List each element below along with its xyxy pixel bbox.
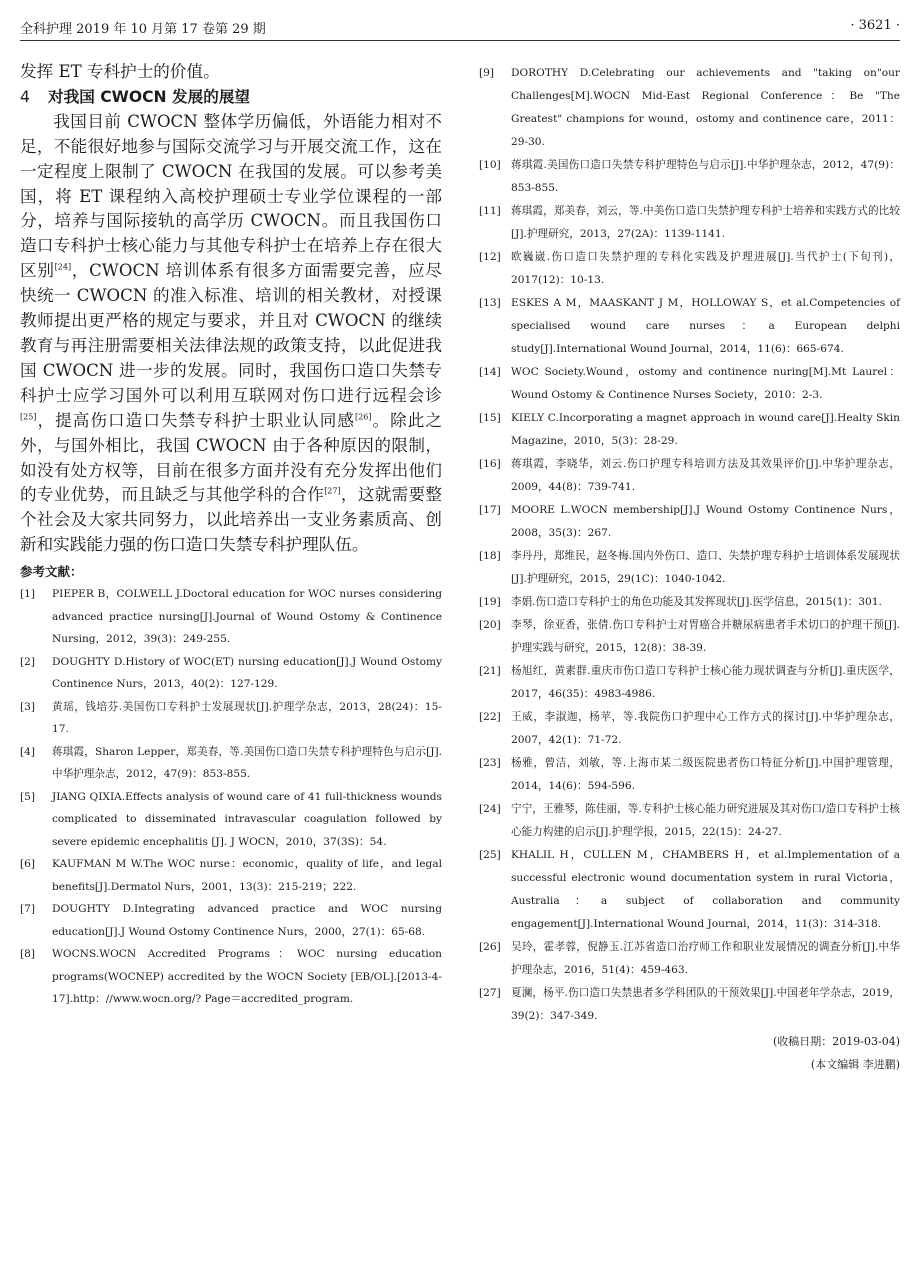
section-title: 对我国 CWOCN 发展的展望 xyxy=(48,87,251,106)
reference-item xyxy=(479,200,900,246)
reference-number: [1] xyxy=(20,588,36,601)
references-list-left xyxy=(20,583,442,1011)
reference-number: [4] xyxy=(20,745,36,758)
reference-item xyxy=(479,453,900,499)
reference-text: WOC Society.Wound，ostomy and continence nuring[M].Mt Laurel：Wound Ostomy & Continence Nurses Society，2010：2-3. xyxy=(511,366,900,401)
reference-text: 夏澜，杨平.伤口造口失禁患者多学科团队的干预效果[J].中国老年学杂志，2019，39(2)：347-349. xyxy=(511,987,900,1022)
reference-text: KHALIL H，CULLEN M，CHAMBERS H，et al.Implementation of a successful electronic wound documentation system in rural Victoria，Australia：a subject of collaboration and community engagement[J].International Wound Journal，2014，11(3)：314-318. xyxy=(511,849,900,930)
reference-text: 蒋琪霞，李晓华，刘云.伤口护理专科培训方法及其效果评价[J].中华护理杂志，2009，44(8)：739-741. xyxy=(511,458,900,493)
reference-text: 黄瑶，钱培芬.美国伤口专科护士发展现状[J].护理学杂志，2013，28(24)：15-17. xyxy=(52,700,442,736)
reference-number: [21] xyxy=(479,665,501,677)
editor-note: (本文编辑 李进鹏) xyxy=(810,1058,900,1071)
reference-text: DOROTHY D.Celebrating our achievements and "taking on"our Challenges[M].WOCN Mid-East Regional Conference：Be "The Greatest" champions for wound，ostomy and continence care，2011：29-30. xyxy=(511,67,900,148)
reference-item xyxy=(479,706,900,752)
reference-number: [20] xyxy=(479,619,501,631)
reference-item xyxy=(479,407,900,453)
reference-text: 杨旭红，黄素群.重庆市伤口造口专科护士核心能力现状调查与分析[J].重庆医学，2017，46(35)：4983-4986. xyxy=(511,665,900,700)
reference-item xyxy=(20,696,442,741)
citation-26: [26] xyxy=(355,412,372,422)
reference-text: DOUGHTY D.History of WOC(ET) nursing education[J].J Wound Ostomy Continence Nurs，2013，40(2)：127-129. xyxy=(52,655,442,691)
reference-text: WOCNS.WOCN Accredited Programs：WOC nursing education programs(WOCNEP) accredited by the WOCN Society [EB/OL].[2013-4-17].http：//www.wocn.org/? Page＝accredited_program. xyxy=(52,948,442,1006)
reference-item xyxy=(20,853,442,898)
citation-24: [24] xyxy=(54,262,72,272)
received-date: (收稿日期：2019-03-04) xyxy=(772,1035,900,1048)
reference-item xyxy=(479,246,900,292)
reference-item xyxy=(20,943,442,1011)
reference-number: [2] xyxy=(20,655,36,668)
reference-number: [16] xyxy=(479,458,501,470)
reference-number: [26] xyxy=(479,941,501,953)
reference-item xyxy=(20,651,442,696)
reference-item xyxy=(20,741,442,786)
reference-number: [22] xyxy=(479,711,501,723)
reference-text: JIANG QIXIA.Effects analysis of wound care of 41 full-thickness wounds complicated to disseminated intravascular coagulation followed by severe epidemic encephalitis [J]. J WOCN，2010，37(3S)：54. xyxy=(52,790,442,848)
reference-item xyxy=(479,361,900,407)
reference-number: [12] xyxy=(479,251,501,263)
reference-item xyxy=(20,898,442,943)
citation-27: [27] xyxy=(324,486,341,496)
reference-text: 杨雅，曾洁，刘敏，等.上海市某二级医院患者伤口特征分析[J].中国护理管理，2014，14(6)：594-596. xyxy=(511,757,900,792)
reference-number: [6] xyxy=(20,858,36,871)
reference-text: 吴玲，霍孝蓉，倪静玉.江苏省造口治疗师工作和职业发展情况的调查分析[J].中华护理杂志，2016，51(4)：459-463. xyxy=(511,941,900,976)
reference-number: [5] xyxy=(20,790,36,803)
reference-item xyxy=(479,591,900,614)
reference-number: [3] xyxy=(20,700,36,713)
reference-number: [15] xyxy=(479,412,501,424)
reference-text: KAUFMAN M W.The WOC nurse：economic，quality of life，and legal benefits[J].Dermatol Nurs，2001，13(3)：215-219；222. xyxy=(52,858,442,893)
reference-item xyxy=(479,798,900,844)
reference-number: [18] xyxy=(479,550,501,562)
reference-number: [17] xyxy=(479,504,501,516)
reference-item xyxy=(479,545,900,591)
reference-item xyxy=(479,499,900,545)
reference-item xyxy=(479,752,900,798)
lead-paragraph: 发挥 ET 专科护士的价值。 xyxy=(20,62,220,81)
reference-number: [19] xyxy=(479,596,501,608)
section-paragraph: 我国目前 CWOCN 整体学历偏低，外语能力相对不足，不能很好地参与国际交流学习与开展交流工作，这在一定程度上限制了 CWOCN 在我国的发展。可以参考美国，将 ET 课程纳入高校护理硕士专业学位课程的一部分，培养与国际接轨的高学历 CWOCN。而且我国伤口造口专科护士核心能力与其他专科护士在培养上存在很大区别[24]，CWOCN 培训体系有很多方面需要完善，应尽快统一 CWOCN 的准入标准、培训的相关教材，对授课教师提出更严格的规定与要求，并且对 CWOCN 的继续教育与再注册需要相关法律法规的政策支持，以此促进我国 CWOCN 进一步的发展。同时，我国伤口造口失禁专科护士应学习国外可以利用互联网对伤口进行远程会诊[25]，提高伤口造口失禁专科护士职业认同感[26]。除此之外，与国外相比，我国 CWOCN 由于各种原因的限制，如没有处方权等，目前在很多方面并没有充分发挥出他们的专业优势，而且缺乏与其他学科的合作[27]，这就需要整个社会及大家共同努力，以此培养出一支业务素质高、创新和实践能力强的伤口造口失禁专科护理队伍。 xyxy=(20,111,443,555)
reference-number: [9] xyxy=(479,67,495,79)
reference-number: [23] xyxy=(479,757,501,769)
section-number: 4 xyxy=(20,87,30,106)
reference-item xyxy=(479,614,900,660)
section-heading xyxy=(20,85,442,110)
reference-text: 蒋琪霞.美国伤口造口失禁专科护理特色与启示[J].中华护理杂志，2012，47(9)：853-855. xyxy=(511,159,900,194)
reference-text: 李丹丹，郑维民，赵冬梅.国内外伤口、造口、失禁护理专科护士培训体系发展现状[J].护理研究，2015，29(1C)：1040-1042. xyxy=(511,550,900,585)
citation-25: [25] xyxy=(20,412,37,422)
reference-text: DOUGHTY D.Integrating advanced practice and WOC nursing education[J].J Wound Ostomy Continence Nurs，2000，27(1)：65-68. xyxy=(52,903,442,938)
reference-text: ESKES A M，MAASKANT J M，HOLLOWAY S，et al.Competencies of specialised wound care nurses：a European delphi study[J].International Wound Journal，2014，11(6)：665-674. xyxy=(511,297,900,355)
reference-text: KIELY C.Incorporating a magnet approach in wound care[J].Healty Skin Magazine，2010，5(3)：28-29. xyxy=(511,412,900,447)
reference-number: [10] xyxy=(479,159,501,171)
reference-item xyxy=(479,62,900,154)
reference-number: [14] xyxy=(479,366,501,378)
reference-text: 欧巍崴.伤口造口失禁护理的专科化实践及护理进展[J].当代护士(下旬刊)，2017(12)：10-13. xyxy=(511,251,900,286)
reference-item xyxy=(479,844,900,936)
reference-item xyxy=(479,982,900,1028)
reference-item xyxy=(479,292,900,361)
reference-text: 李娟.伤口造口专科护士的角色功能及其发挥现状[J].医学信息，2015(1)：301. xyxy=(511,596,882,608)
reference-number: [25] xyxy=(479,849,501,861)
reference-item xyxy=(479,660,900,706)
reference-item xyxy=(479,154,900,200)
reference-text: 蒋琪霞，Sharon Lepper，郑美春，等.美国伤口造口失禁专科护理特色与启示[J].中华护理杂志，2012，47(9)：853-855. xyxy=(52,745,442,781)
reference-number: [24] xyxy=(479,803,501,815)
journal-issue: 全科护理 2019 年 10 月第 17 卷第 29 期 xyxy=(20,22,266,37)
reference-text: 蒋琪霞，郑美春，刘云，等.中美伤口造口失禁护理专科护士培养和实践方式的比较[J].护理研究，2013，27(2A)：1139-1141. xyxy=(511,205,900,240)
running-header xyxy=(20,16,900,41)
page-number: · 3621 · xyxy=(850,18,900,33)
reference-text: PIEPER B，COLWELL J.Doctoral education for WOC nurses considering advanced practice nursing[J].Journal of Wound Ostomy & Continence Nursing，2012，39(3)：249-255. xyxy=(52,588,442,646)
right-column xyxy=(479,62,900,1076)
reference-item xyxy=(20,786,442,854)
reference-text: 王威，李淑迦，杨苹，等.我院伤口护理中心工作方式的探讨[J].中华护理杂志，2007，42(1)：71-72. xyxy=(511,711,900,746)
reference-number: [27] xyxy=(479,987,501,999)
reference-item xyxy=(20,583,442,651)
reference-number: [7] xyxy=(20,903,36,916)
reference-number: [11] xyxy=(479,205,501,217)
reference-text: 李琴，徐亚香，张倩.伤口专科护士对胃癌合并糖尿病患者手术切口的护理干预[J].护理实践与研究，2015，12(8)：38-39. xyxy=(511,619,900,654)
reference-item xyxy=(479,936,900,982)
reference-number: [8] xyxy=(20,948,36,961)
reference-text: 宁宁，王雅琴，陈佳丽，等.专科护士核心能力研究进展及其对伤口/造口专科护士核心能力构建的启示[J].护理学报，2015，22(15)：24-27. xyxy=(511,803,900,838)
reference-text: MOORE L.WOCN membership[J].J Wound Ostomy Continence Nurs，2008，35(3)：267. xyxy=(511,504,900,539)
references-heading: 参考文献： xyxy=(20,564,83,580)
body-text xyxy=(20,60,442,558)
reference-number: [13] xyxy=(479,297,501,309)
references-list-right xyxy=(479,62,900,1028)
left-column xyxy=(20,60,442,1011)
